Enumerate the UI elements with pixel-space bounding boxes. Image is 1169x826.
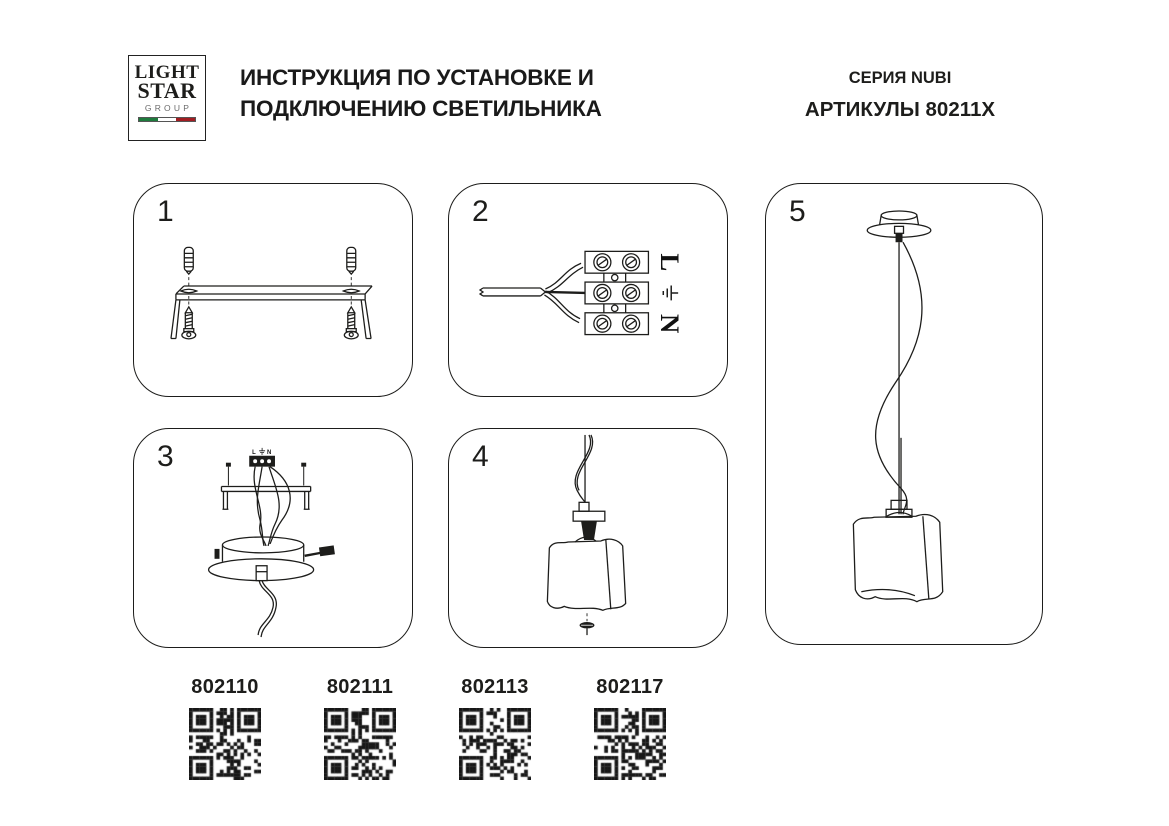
- pendant-shade: [853, 513, 942, 602]
- mini-label-live: L: [252, 449, 256, 456]
- suspension-rod: [899, 242, 901, 514]
- logo-word-group: GROUP: [144, 103, 193, 113]
- lightstar-logo: [128, 55, 206, 141]
- page-title-line1: ИНСТРУКЦИЯ ПО УСТАНОВКЕ И: [240, 65, 594, 90]
- article-block: [585, 676, 675, 785]
- retaining-nut: [580, 613, 595, 635]
- qr-code: [459, 708, 531, 780]
- article-number: 802113: [461, 676, 529, 698]
- mounting-bracket: [221, 463, 310, 510]
- step-panel-2: [448, 183, 728, 397]
- article-number: 802110: [191, 676, 259, 698]
- earth-ground-icon: [259, 448, 265, 454]
- assembled-pendant-diagram: [766, 184, 1042, 644]
- italian-flag-stripe: [138, 117, 196, 122]
- bracket-slot: [181, 289, 197, 292]
- pendant-shade: [547, 537, 625, 610]
- series-label: СЕРИЯ NUBI: [848, 69, 952, 87]
- socket-holder: [573, 502, 605, 540]
- page-title: [240, 62, 602, 124]
- step-number: 2: [472, 195, 489, 228]
- qr-code: [189, 708, 261, 780]
- earth-ground-icon: [663, 286, 678, 301]
- step-number: 1: [157, 195, 174, 228]
- step-panel-4: [448, 428, 728, 648]
- twisted-wires: [254, 467, 290, 546]
- wall-anchor: [347, 247, 356, 274]
- mini-label-neutral: N: [267, 449, 272, 456]
- step-panel-5: [765, 183, 1043, 645]
- neutral-wire: [545, 292, 585, 293]
- article-block: [450, 676, 540, 785]
- step-number: 3: [157, 440, 174, 473]
- qr-code: [594, 708, 666, 780]
- article-block: [180, 676, 270, 785]
- article-number: 802117: [596, 676, 664, 698]
- screw: [182, 307, 196, 339]
- step-number: 4: [472, 440, 489, 473]
- suspension-cord: [575, 435, 593, 502]
- shade-socket-assembly-diagram: [449, 429, 727, 647]
- side-screw: [305, 545, 335, 556]
- mini-terminal-block: [249, 456, 275, 467]
- terminal-label-neutral: N: [655, 314, 686, 334]
- logo-word-star: STAR: [137, 78, 197, 103]
- article-block: [315, 676, 405, 785]
- step-panel-1: [133, 183, 413, 397]
- canopy-mounting-diagram: [134, 429, 412, 647]
- mounting-bracket-anchors-screws-diagram: [134, 184, 412, 396]
- terminal-block: [585, 251, 648, 334]
- terminal-block-wiring-diagram: [449, 184, 727, 396]
- bracket-slot: [343, 289, 359, 292]
- wall-anchor: [184, 247, 193, 274]
- mounting-bracket: [171, 286, 372, 339]
- logo-word-light: LIGHT: [134, 62, 200, 83]
- ceiling-canopy: [867, 211, 931, 242]
- page-title-line2: ПОДКЛЮЧЕНИЮ СВЕТИЛЬНИКА: [240, 96, 602, 121]
- article-number: 802111: [326, 676, 394, 698]
- terminal-label-live: L: [655, 253, 686, 272]
- qr-code: [324, 708, 396, 780]
- screw: [344, 307, 358, 339]
- articles-label: АРТИКУЛЫ 80211X: [804, 98, 996, 121]
- step-panel-3: [133, 428, 413, 648]
- step-number: 5: [789, 195, 806, 228]
- series-header: [755, 69, 1045, 122]
